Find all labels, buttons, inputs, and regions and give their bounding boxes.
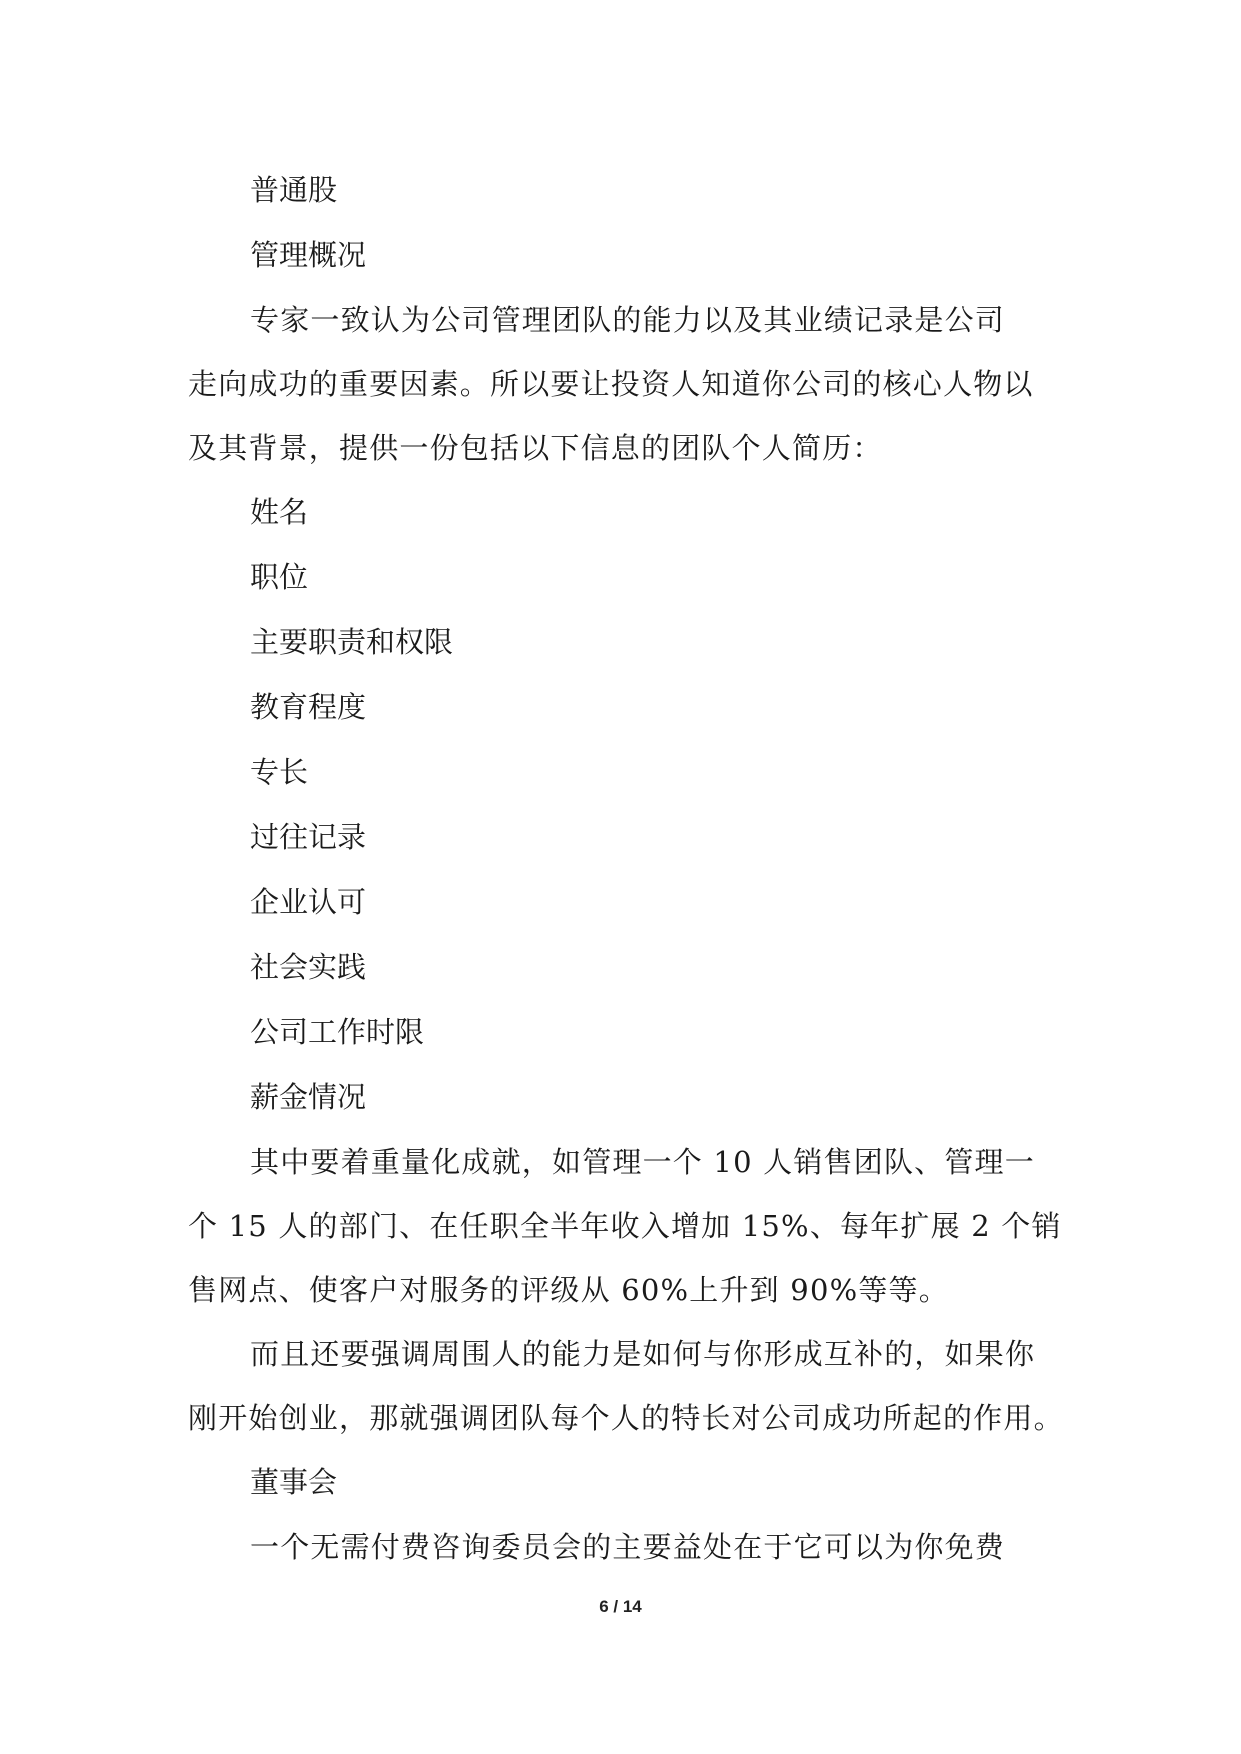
paragraph-line: 而且还要强调周围人的能力是如何与你形成互补的，如果你 xyxy=(250,1337,1036,1371)
list-item: 公司工作时限 xyxy=(250,1015,425,1049)
page-number: 6 / 14 xyxy=(599,1597,642,1616)
document-body xyxy=(188,158,1064,1579)
paragraph-line: 售网点、使客户对服务的评级从 60%上升到 90%等等。 xyxy=(188,1273,949,1307)
paragraph-line: 一个无需付费咨询委员会的主要益处在于它可以为你免费 xyxy=(250,1530,1006,1564)
paragraph-line: 其中要着重量化成就，如管理一个 10 人销售团队、管理一 xyxy=(250,1145,1035,1179)
paragraph xyxy=(188,1130,1062,1322)
paragraph-line: 专家一致认为公司管理团队的能力以及其业绩记录是公司 xyxy=(250,303,1006,337)
paragraph xyxy=(188,1322,1064,1450)
text-line: 普通股 xyxy=(250,173,338,207)
list-item: 过往记录 xyxy=(250,820,367,854)
paragraph xyxy=(188,1515,1058,1579)
list-item: 社会实践 xyxy=(250,950,367,984)
list-item: 姓名 xyxy=(250,495,309,529)
paragraph-line: 刚开始创业，那就强调团队每个人的特长对公司成功所起的作用。 xyxy=(188,1401,1064,1435)
list-item: 教育程度 xyxy=(250,690,367,724)
paragraph xyxy=(188,288,1058,480)
list-item: 企业认可 xyxy=(250,885,367,919)
list-item: 主要职责和权限 xyxy=(250,625,454,659)
paragraph-line: 个 15 人的部门、在任职全半年收入增加 15%、每年扩展 2 个销 xyxy=(188,1209,1062,1243)
list-item: 薪金情况 xyxy=(250,1080,367,1114)
paragraph-line: 走向成功的重要因素。所以要让投资人知道你公司的核心人物以 xyxy=(188,367,1034,401)
section-heading: 董事会 xyxy=(250,1465,338,1499)
list-item: 专长 xyxy=(250,755,309,789)
section-heading: 管理概况 xyxy=(250,238,367,272)
paragraph-line: 及其背景，提供一份包括以下信息的团队个人简历： xyxy=(188,431,883,465)
list-item: 职位 xyxy=(250,560,309,594)
